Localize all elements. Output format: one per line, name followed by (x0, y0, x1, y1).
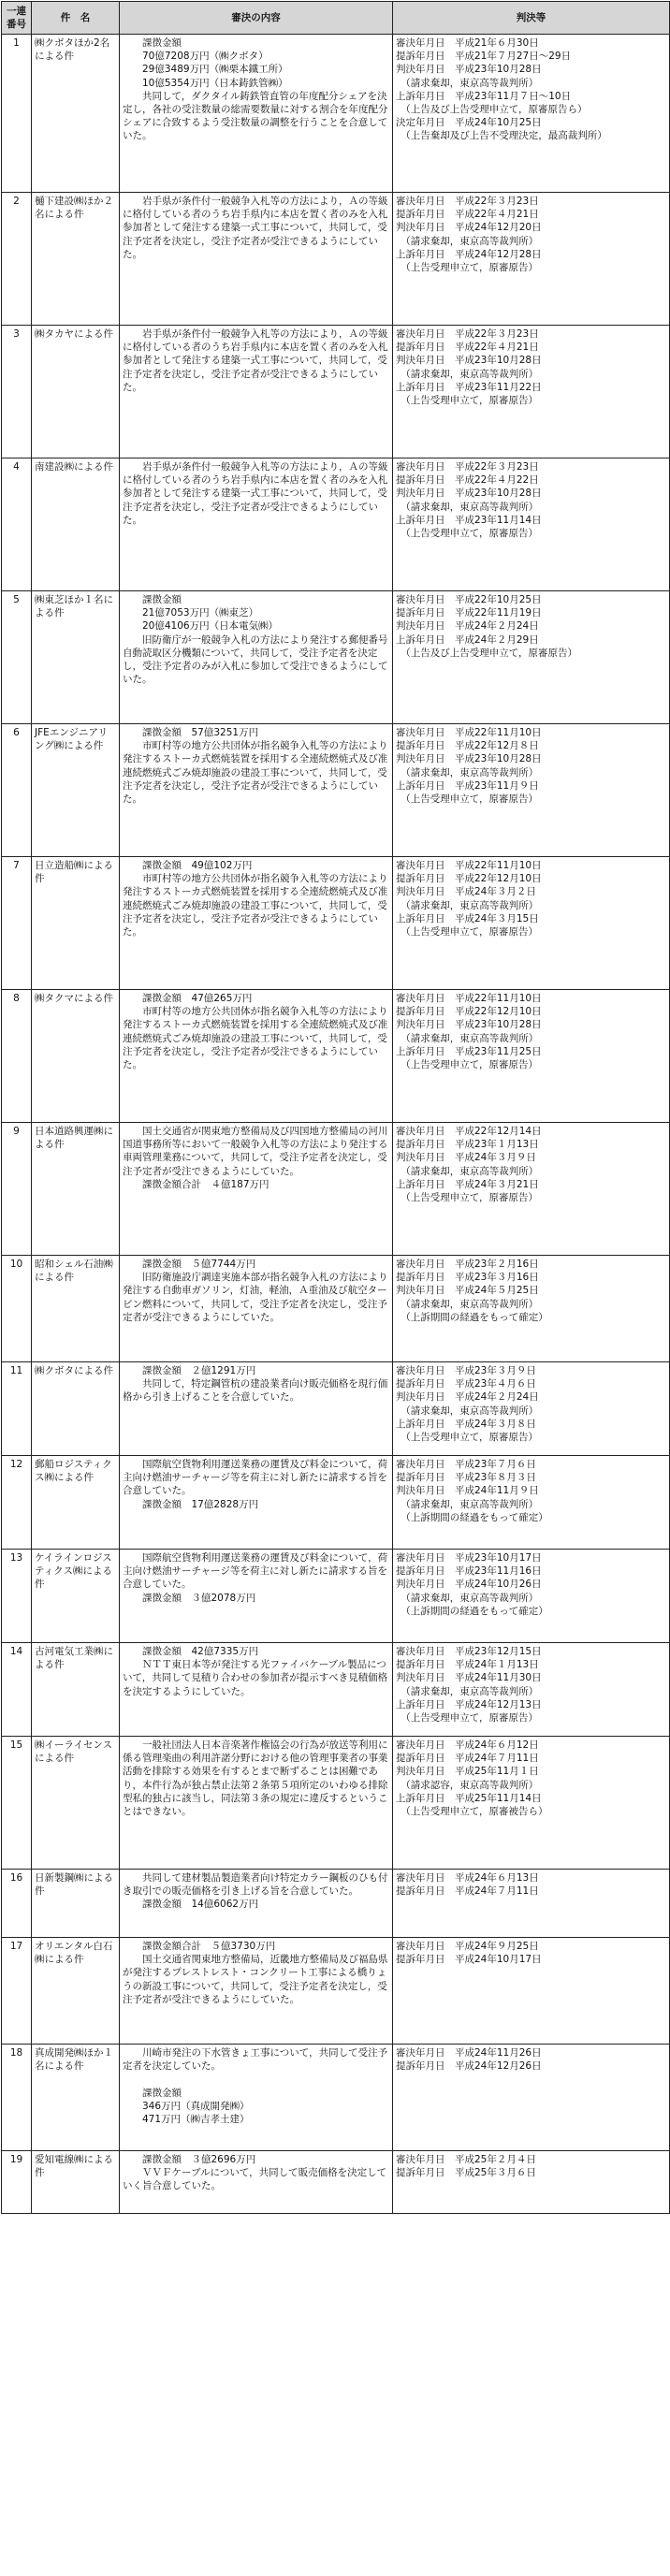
decision-content: 課徴金額 ２億1291万円 共同して，特定鋼管杭の建設業者向け販売価格を現行価格から引き上げることを合意していた。 (120, 1362, 393, 1456)
row-number: 17 (2, 1938, 32, 2045)
table-row (2, 1643, 670, 1737)
verdict-details: 審決年月日 平成24年６月12日 提訴年月日 平成24年７月11日 判決年月日 平成25年11月１日 （請求認容，東京高等裁判所） 上訴年月日 平成25年11月14日 （上告受理申立て，原審被告ら） (393, 1737, 670, 1870)
decision-content: 一般社団法人日本音楽著作権協会の行為が放送等利用に係る管理楽曲の利用許諾分野における他の管理事業者の事業活動を排除する効果を有するとまで断ずることは困難であり，本件行為が独占禁止法第２条第５項所定のいわゆる排除型私的独占に該当し，同法第３条の規定に違反するということはできない。 (120, 1737, 393, 1870)
table-row (2, 1256, 670, 1362)
decision-content: 課徴金額 ５億7744万円 旧防衛施設庁調達実施本部が指名競争入札の方法により発注する自動車ガソリン，灯油，軽油，Ａ重油及び航空タービン燃料について，共同して，受注予定者を決定し，受注予定者が受注できるようにしていた。 (120, 1256, 393, 1362)
verdict-details: 審決年月日 平成23年３月９日 提訴年月日 平成23年４月６日 判決年月日 平成24年２月24日 （請求棄却，東京高等裁判所） 上訴年月日 平成24年３月８日 （上告受理申立て，原審原告） (393, 1362, 670, 1456)
verdict-details: 審決年月日 平成23年10月17日 提訴年月日 平成23年11月16日 判決年月日 平成24年10月26日 （請求棄却，東京高等裁判所） （上訴期間の経過をもって確定） (393, 1550, 670, 1643)
verdict-details: 審決年月日 平成24年９月25日 提訴年月日 平成24年10月17日 (393, 1938, 670, 2045)
table-row (2, 1362, 670, 1456)
decision-content: 岩手県が条件付一般競争入札等の方法により，Ａの等級に格付している者のうち岩手県内に本店を置く者のみを入札参加者として発注する建築一式工事について，共同して，受注予定者を決定し，受注予定者が受注できるようにしていた。 (120, 326, 393, 458)
decision-content: 課徴金額 57億3251万円 市町村等の地方公共団体が指名競争入札等の方法により発注するストーカ式燃焼装置を採用する全連続燃焼式及び准連続燃焼式ごみ焼却施設の建設工事について，共同して，受注予定者を決定し，受注予定者が受注できるようにしていた。 (120, 724, 393, 857)
verdict-details: 審決年月日 平成22年11月10日 提訴年月日 平成22年12月８日 判決年月日 平成23年10月28日 （請求棄却，東京高等裁判所） 上訴年月日 平成23年11月９日 （上告受理申立て，原審原告） (393, 724, 670, 857)
header-number: 一連 番号 (2, 2, 32, 35)
verdict-details: 審決年月日 平成24年11月26日 提訴年月日 平成24年12月26日 (393, 2045, 670, 2151)
case-name: 昭和シェル石油㈱による件 (32, 1256, 120, 1362)
table-row (2, 1550, 670, 1643)
table-row (2, 1938, 670, 2045)
table-row (2, 1870, 670, 1938)
decision-content: 課徴金額 42億7335万円 ＮＴＴ東日本等が発注する光ファイバケーブル製品について，共同して見積り合わせの参加者が提示すべき見積価格を決定するようにしていた。 (120, 1643, 393, 1737)
row-number: 2 (2, 193, 32, 326)
case-name: 日新製鋼㈱による件 (32, 1870, 120, 1938)
case-name: 古河電気工業㈱による件 (32, 1643, 120, 1737)
verdict-details: 審決年月日 平成23年２月16日 提訴年月日 平成23年３月16日 判決年月日 平成24年５月25日 （請求棄却，東京高等裁判所） （上訴期間の経過をもって確定） (393, 1256, 670, 1362)
table-row (2, 1123, 670, 1256)
table-row (2, 591, 670, 724)
verdict-details: 審決年月日 平成22年10月25日 提訴年月日 平成22年11月19日 判決年月日 平成24年２月24日 上訴年月日 平成24年２月29日 （上告及び上告受理申立て，原審原告） (393, 591, 670, 724)
case-name: ㈱東芝ほか１名による件 (32, 591, 120, 724)
verdict-details: 審決年月日 平成22年３月23日 提訴年月日 平成22年４月21日 判決年月日 平成23年10月28日 （請求棄却，東京高等裁判所） 上訴年月日 平成23年11月22日 （上告受理申立て，原審原告） (393, 326, 670, 458)
decision-content: 共同して建材製品製造業者向け特定カラー鋼板のひも付き取引での販売価格を引き上げる旨を合意していた。 課徴金額 14億6062万円 (120, 1870, 393, 1938)
row-number: 6 (2, 724, 32, 857)
table-row (2, 326, 670, 458)
case-name: オリエンタル白石㈱による件 (32, 1938, 120, 2045)
decision-content: 課徴金額 70億7208万円（㈱クボタ） 29億3489万円（㈱栗本鐵工所） 10億5354万円（日本鋳鉄管㈱） 共同して，ダクタイル鋳鉄管直管の年度配分シェアを決定し，各社の受注数量の総需要数量に対する割合を年度配分シェアに合致するよう受注数量の調整を行うことを合意していた。 (120, 35, 393, 193)
table-row (2, 1737, 670, 1870)
row-number: 19 (2, 2151, 32, 2214)
case-name: 日立造船㈱による件 (32, 857, 120, 990)
table-row (2, 458, 670, 591)
decision-content: 国際航空貨物利用運送業務の運賃及び料金について，荷主向け燃油サーチャージ等を荷主に対し新たに請求する旨を合意していた。 課徴金額 ３億2078万円 (120, 1550, 393, 1643)
verdict-details: 審決年月日 平成21年６月30日 提訴年月日 平成21年７月27日～29日 判決年月日 平成23年10月28日 （請求棄却，東京高等裁判所） 上訴年月日 平成23年11月７日～10日 （上告及び上告受理申立て，原審原告ら） 決定年月日 平成24年10月25日 （上告棄却及び上告不受理決定，最高裁判所） (393, 35, 670, 193)
header-content: 審決の内容 (120, 2, 393, 35)
case-name: ㈱タクマによる件 (32, 990, 120, 1123)
decision-content: 課徴金額 ３億2696万円 ＶＶＦケーブルについて，共同して販売価格を決定していく旨合意していた。 (120, 2151, 393, 2214)
table-row (2, 2151, 670, 2214)
decisions-table (1, 1, 670, 2214)
decision-content: 国土交通省が関東地方整備局及び四国地方整備局の河川国道事務所等において一般競争入札等の方法により発注する車両管理業務について，共同して，受注予定者を決定し，受注予定者が受注できるようにしていた。 課徴金額合計 ４億187万円 (120, 1123, 393, 1256)
table-row (2, 35, 670, 193)
decision-content: 岩手県が条件付一般競争入札等の方法により，Ａの等級に格付している者のうち岩手県内に本店を置く者のみを入札参加者として発注する建築一式工事について，共同して，受注予定者を決定し，受注予定者が受注できるようにしていた。 (120, 458, 393, 591)
decision-content: 課徴金額 49億102万円 市町村等の地方公共団体が指名競争入札等の方法により発注するストーカ式燃焼装置を採用する全連続燃焼式及び准連続燃焼式ごみ焼却施設の建設工事について，共同して，受注予定者を決定し，受注予定者が受注できるようにしていた。 (120, 857, 393, 990)
case-name: 日本道路興運㈱による件 (32, 1123, 120, 1256)
case-name: ㈱イーライセンスによる件 (32, 1737, 120, 1870)
row-number: 13 (2, 1550, 32, 1643)
decision-content: 岩手県が条件付一般競争入札等の方法により，Ａの等級に格付している者のうち岩手県内に本店を置く者のみを入札参加者として発注する建築一式工事について，共同して，受注予定者を決定し，受注予定者が受注できるようにしていた。 (120, 193, 393, 326)
row-number: 3 (2, 326, 32, 458)
row-number: 5 (2, 591, 32, 724)
header-verdict: 判決等 (393, 2, 670, 35)
row-number: 14 (2, 1643, 32, 1737)
decision-content: 川崎市発注の下水管きょ工事について，共同して受注予定者を決定していた。 課徴金額 346万円（真成開発㈱） 471万円（㈱吉孝土建） (120, 2045, 393, 2151)
row-number: 18 (2, 2045, 32, 2151)
table-body (2, 35, 670, 2214)
header-row (2, 2, 670, 35)
table-row (2, 2045, 670, 2151)
case-name: 郵船ロジスティクス㈱による件 (32, 1456, 120, 1550)
verdict-details: 審決年月日 平成22年11月10日 提訴年月日 平成22年12月10日 判決年月日 平成24年３月２日 （請求棄却，東京高等裁判所） 上訴年月日 平成24年３月15日 （上告受理申立て，原審原告） (393, 857, 670, 990)
case-name: 樋下建設㈱ほか２名による件 (32, 193, 120, 326)
table-row (2, 1456, 670, 1550)
verdict-details: 審決年月日 平成25年２月４日 提訴年月日 平成25年３月６日 (393, 2151, 670, 2214)
case-name: ㈱クボタによる件 (32, 1362, 120, 1456)
verdict-details: 審決年月日 平成22年11月10日 提訴年月日 平成22年12月10日 判決年月日 平成23年10月28日 （請求棄却，東京高等裁判所） 上訴年月日 平成23年11月25日 （上告受理申立て，原審原告） (393, 990, 670, 1123)
header-case: 件 名 (32, 2, 120, 35)
verdict-details: 審決年月日 平成24年６月13日 提訴年月日 平成24年７月11日 (393, 1870, 670, 1938)
case-name: 愛知電線㈱による件 (32, 2151, 120, 2214)
table-row (2, 193, 670, 326)
decision-content: 課徴金額合計 ５億3730万円 国土交通省関東地方整備局，近畿地方整備局及び福島県が発注するプレストレスト・コンクリート工事による橋りょうの新設工事について，共同して，受注予定者を決定し，受注予定者が受注できるようにしていた。 (120, 1938, 393, 2045)
decision-content: 課徴金額 21億7053万円（㈱東芝） 20億4106万円（日本電気㈱） 旧防衛庁が一般競争入札の方法により発注する郵便番号自動読取区分機類について，共同して，受注予定者を決定し，受注予定者のみが入札に参加して受注できるようにしていた。 (120, 591, 393, 724)
table-row (2, 990, 670, 1123)
verdict-details: 審決年月日 平成23年12月15日 提訴年月日 平成24年１月13日 判決年月日 平成24年11月30日 （請求棄却，東京高等裁判所） 上訴年月日 平成24年12月13日 （上告受理申立て，原審原告） (393, 1643, 670, 1737)
row-number: 15 (2, 1737, 32, 1870)
case-name: 真成開発㈱ほか１名による件 (32, 2045, 120, 2151)
verdict-details: 審決年月日 平成22年３月23日 提訴年月日 平成22年４月22日 判決年月日 平成23年10月28日 （請求棄却，東京高等裁判所） 上訴年月日 平成23年11月14日 （上告受理申立て，原審原告） (393, 458, 670, 591)
row-number: 16 (2, 1870, 32, 1938)
row-number: 12 (2, 1456, 32, 1550)
table-row (2, 857, 670, 990)
table-header (2, 2, 670, 35)
verdict-details: 審決年月日 平成22年12月14日 提訴年月日 平成23年１月13日 判決年月日 平成24年３月９日 （請求棄却，東京高等裁判所） 上訴年月日 平成24年３月21日 （上告受理申立て，原審原告） (393, 1123, 670, 1256)
case-name: ケイラインロジスティクス㈱による件 (32, 1550, 120, 1643)
row-number: 8 (2, 990, 32, 1123)
case-name: JFEエンジニアリング㈱による件 (32, 724, 120, 857)
case-name: ㈱タカヤによる件 (32, 326, 120, 458)
row-number: 7 (2, 857, 32, 990)
row-number: 9 (2, 1123, 32, 1256)
decision-content: 課徴金額 47億265万円 市町村等の地方公共団体が指名競争入札等の方法により発注するストーカ式燃焼装置を採用する全連続燃焼式及び准連続燃焼式ごみ焼却施設の建設工事について，共同して，受注予定者を決定し，受注予定者が受注できるようにしていた。 (120, 990, 393, 1123)
verdict-details: 審決年月日 平成22年３月23日 提訴年月日 平成22年４月21日 判決年月日 平成24年12月20日 （請求棄却，東京高等裁判所） 上訴年月日 平成24年12月28日 （上告受理申立て，原審原告） (393, 193, 670, 326)
decision-content: 国際航空貨物利用運送業務の運賃及び料金について，荷主向け燃油サーチャージ等を荷主に対し新たに請求する旨を合意していた。 課徴金額 17億2828万円 (120, 1456, 393, 1550)
row-number: 10 (2, 1256, 32, 1362)
table-row (2, 724, 670, 857)
row-number: 4 (2, 458, 32, 591)
row-number: 11 (2, 1362, 32, 1456)
row-number: 1 (2, 35, 32, 193)
case-name: 南建設㈱による件 (32, 458, 120, 591)
verdict-details: 審決年月日 平成23年７月６日 提訴年月日 平成23年８月３日 判決年月日 平成24年11月９日 （請求棄却，東京高等裁判所） （上訴期間の経過をもって確定） (393, 1456, 670, 1550)
case-name: ㈱クボタほか2名による件 (32, 35, 120, 193)
